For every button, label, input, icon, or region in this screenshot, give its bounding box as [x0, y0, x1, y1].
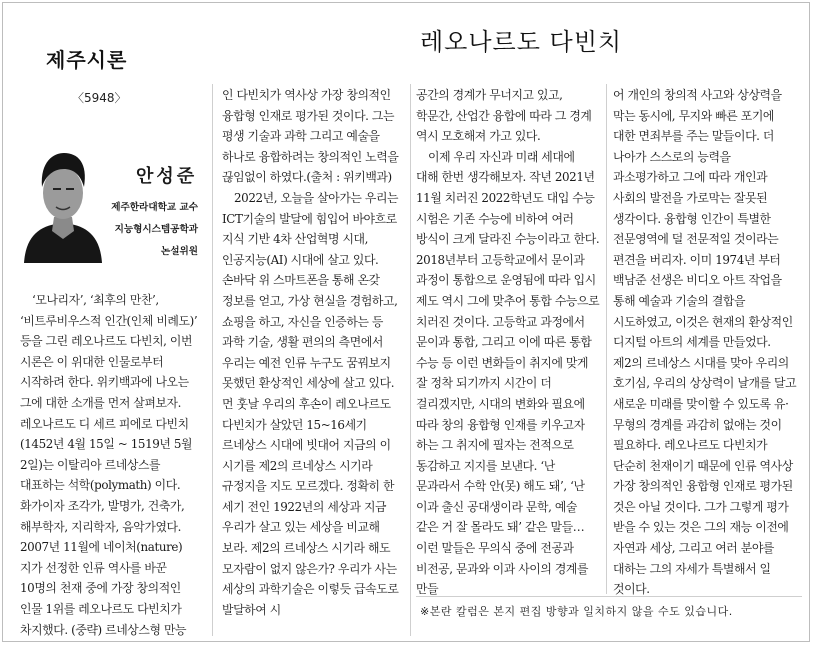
author-role-editorial: 논설위원: [160, 246, 198, 257]
paragraph: 어 개인의 창의적 사고와 상상력을 막는 동시에, 무지와 빠른 포기에 대한 면죄부를 주는 말들이다. 더 나아가 스스로의 능력을 과소평가하고 그에 따라 개인과 사회의 발전을 가로막는 잘못된 생각이다. 융합형 인간이 특별한 전문영역에 덜 전문적일 것이라는 편견을 버리자. 이미 1974년 부터 백남준 선생은 비디오 아트 작업을 통해 예술과 기술의 결합을 시도하였고, 이것은 현재의 환상적인 디지털 아트의 세계를 만들었다. 제2의 르네상스 시대를 맞아 우리의 호기심, 우리의 상상력이 날개를 달고 새로운 미래를 맞이할 수 있도록 유·무형의 경계를 과감히 없애는 것이 필요하다. 레오나르도 다빈치가 단순히 천재이기 때문에 인류 역사상 가장 창의적인 융합형 인재로 평가된 것은 아닐 것이다. 그가 그렇게 평가 받을 수 있는 것은 그의 재능 이전에 자연과 세상, 그리고 여러 분야를 대하는 그의 자세가 특별해서 일 것이다.: [613, 88, 797, 597]
column-divider: [410, 84, 411, 636]
paragraph: 이제 우리 자신과 미래 세대에 대해 한번 생각해보자. 작년 2021년 11월 치러진 2022학년도 대입 수능 시험은 기존 수능에 비하여 여러 방식이 크게 달라진 수능이라고 한다. 2018년부터 고등학교에서 문이과 과정이 통합으로 운영됨에 따라 입시 제도 역시 그에 맞추어 통합 수능으로 치러진 것이다. 고등학교 과정에서 문이과 통합, 그리고 이에 따른 통합 수능 등 이런 변화들이 취지에 맞게 잘 정착 되기까지 시간이 더 걸리겠지만, 시대의 변화와 필요에 따라 창의 융합형 인재를 키우고자 하는 그 취지에 필자는 전적으로 동감하고 지지를 보낸다. ‘난 문과라서 수학 안(못) 해도 돼’, ‘난 이과 출신 공대생이라 문학, 예술 같은 거 잘 몰라도 돼’ 같은 말들… 이런 말들은 무의식 중에 전공과 비전공, 문과와 이과 사이의 경계를 만들: [416, 149, 600, 597]
author-roles: [100, 197, 198, 263]
paragraph: 공간의 경계가 무너지고 있고, 학문간, 산업간 융합에 따라 그 경계 역시 모호해져 가고 있다.: [416, 88, 592, 144]
author-role-department: 지능형시스템공학과: [114, 224, 198, 235]
paragraph: 인 다빈치가 역사상 가장 창의적인 융합형 인재로 평가된 것이다. 그는 평생 기술과 과학 그리고 예술을 하나로 융합하려는 창의적인 노력을 끊임없이 하였다.(출처 : 위키백과): [222, 88, 399, 185]
column-name: 제주시론: [46, 48, 128, 72]
column-divider: [212, 84, 213, 636]
body-column-1: [20, 290, 203, 640]
body-column-3: [416, 85, 600, 600]
portrait-image: [20, 127, 106, 263]
notice-divider: [416, 596, 802, 597]
author-name: 안성준: [136, 166, 198, 187]
column-divider: [606, 84, 607, 594]
body-column-4: [613, 85, 797, 600]
author-role-university: 제주한라대학교 교수: [111, 202, 198, 213]
issue-number: 〈5948〉: [72, 91, 127, 105]
body-column-2: [222, 85, 406, 620]
paragraph: 2022년, 오늘을 살아가는 우리는 ICT기술의 발달에 힘입어 바야흐로 지식 기반 4차 산업혁명 시대, 인공지능(AI) 시대에 살고 있다. 손바닥 위 스마트폰을 통해 온갖 정보를 얻고, 가상 현실을 경험하고, 쇼핑을 하고, 자신을 인증하는 등 과학 기술, 생활 편의의 측면에서 우리는 예전 인류 누구도 꿈꿔보지 못했던 환상적인 세상에 살고 있다. 먼 훗날 우리의 후손이 레오나르도 다빈치가 살았던 15~16세기 르네상스 시대에 빗대어 지금의 이 시기를 제2의 르네상스 시기라 규정지을 지도 모르겠다. 정확히 한 세기 전인 1922년의 세상과 지금 우리가 살고 있는 세상을 비교해 보라. 제2의 르네상스 시기라 해도 모자람이 없지 않은가? 우리가 사는 세상의 과학기술은 이렇듯 급속도로 발달하여 시: [222, 190, 399, 617]
disclaimer-notice: ※본란 칼럼은 본지 편집 방향과 일치하지 않을 수도 있습니다.: [420, 605, 733, 618]
article-title: 레오나르도 다빈치: [420, 28, 623, 56]
paragraph: ‘모나리자’, ‘최후의 만찬’, ‘비트루비우스적 인간(인체 비례도)’ 등을 그린 레오나르도 다빈치, 이번 시론은 이 위대한 인물로부터 시작하려 한다. 위키백과에 나오는 그에 대한 소개를 먼저 살펴보자. 레오나르도 디 세르 피에로 다빈치(1452년 4월 15일 ~ 1519년 5월 2일)는 이탈리아 르네상스를 대표하는 석학(polymath) 이다. 화가이자 조각가, 발명가, 건축가, 해부학자, 지리학자, 음악가였다. 2007년 11월에 네이처(nature)지가 선정한 인류 역사를 바꾼 10명의 천재 중에 가장 창의적인 인물 1위를 레오나르도 다빈치가 차지했다. (중략) 르네상스형 만능: [20, 293, 198, 637]
author-photo: [20, 127, 106, 263]
